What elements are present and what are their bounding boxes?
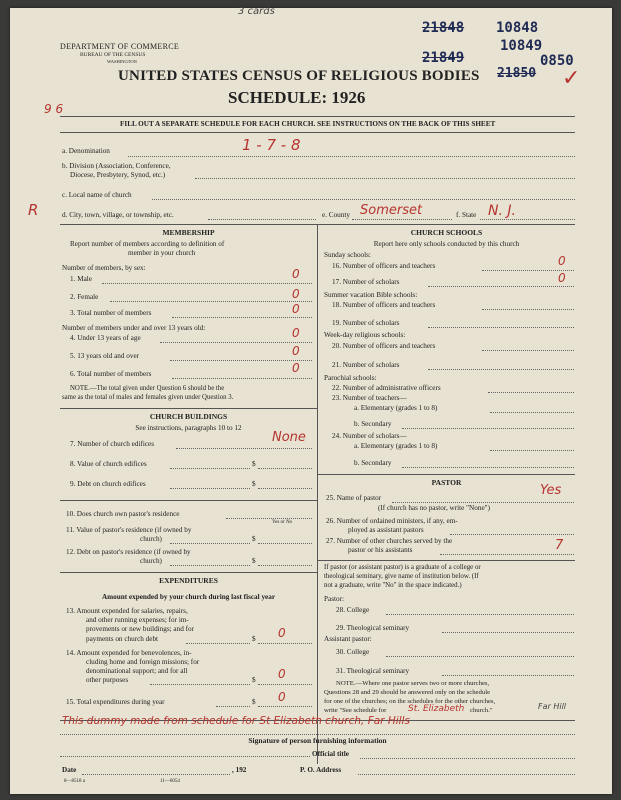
graduate-note-2: theological seminary, give name of institution below. (If: [324, 573, 479, 580]
red-check-mark: ✓: [562, 66, 581, 91]
q24-elementary-line: [490, 450, 574, 451]
county-value: Somerset: [360, 203, 423, 218]
q4-value: 0: [292, 326, 300, 340]
date-year: , 192: [232, 766, 247, 774]
division-label-2: Diocese, Presbytery, Synod, etc.): [70, 171, 166, 179]
column-divider: [317, 224, 318, 764]
q14-label: 14. Amount expended for benevolences, in-: [66, 649, 192, 657]
q5-label: 5. 13 years old and over: [70, 352, 140, 360]
q18-label: 18. Number of officers and teachers: [332, 301, 436, 309]
buildings-heading: CHURCH BUILDINGS: [149, 412, 228, 421]
q24-label: 24. Number of scholars—: [332, 432, 407, 440]
q14-value: 0: [278, 667, 286, 681]
q13-label-3: provements or new buildings; and for: [86, 625, 194, 633]
expenditures-rule: [60, 572, 317, 573]
q14-label-3: denominational support; and for all: [86, 667, 188, 675]
pastor-note-4-end: church.": [470, 707, 493, 714]
q3-label: 3. Total number of members: [70, 309, 152, 317]
q5-value: 0: [292, 344, 300, 358]
q6-line: [172, 378, 312, 379]
q9-rule: [60, 500, 317, 501]
pastor-note-church-value: St. Elizabeth: [408, 704, 465, 714]
q22-label: 22. Number of administrative officers: [332, 384, 441, 392]
q26-label: 26. Number of ordained ministers, if any, em-: [326, 517, 458, 525]
q23-label: 23. Number of teachers—: [332, 394, 407, 402]
q23-elementary-line: [490, 412, 574, 413]
q25-line: [392, 502, 574, 503]
pastor-note-4: write "See schedule for: [324, 707, 387, 714]
header-rule: [60, 116, 575, 117]
buildings-rule: [60, 408, 317, 409]
expenditures-intro: Amount expended by your church during last fiscal year: [101, 593, 276, 601]
q18-line: [482, 309, 574, 310]
q9-dollar: $: [252, 480, 256, 488]
denomination-label: a. Denomination: [62, 147, 110, 155]
q10-label: 10. Does church own pastor's residence: [66, 510, 180, 518]
schedule-title: SCHEDULE: 1926: [228, 88, 366, 107]
q3-value: 0: [292, 302, 300, 316]
sunday-schools-label: Sunday schools:: [324, 251, 371, 259]
pastor-note-hand: Far Hill: [538, 702, 567, 711]
q4-line: [160, 342, 312, 343]
q11-dollar: $: [252, 535, 256, 543]
po-address-line: [358, 774, 575, 775]
q11-label: 11. Value of pastor's residence (if owned by: [66, 526, 192, 534]
stamp-number-1: 10848: [496, 20, 539, 36]
membership-note-1: NOTE.—The total given under Question 6 should be the: [70, 385, 225, 392]
pastor-note-3: for one of the churches; on the schedules for the other churches,: [324, 698, 496, 705]
q26-label-2: ployed as assistant pastors: [348, 526, 424, 534]
stamp-number-struck-3: 21850: [497, 66, 537, 81]
q23-secondary-line: [402, 428, 574, 429]
census-form-page: [10, 8, 612, 794]
q13-label-2: and other running expenses; for im-: [86, 616, 189, 624]
q9-label: 9. Debt on church edifices: [70, 480, 146, 488]
official-title-line: [360, 758, 575, 759]
buildings-intro: See instructions, paragraphs 10 to 12: [135, 424, 242, 432]
signature-line: [60, 734, 575, 735]
local-name-label: c. Local name of church: [62, 191, 132, 199]
q1-line: [102, 283, 312, 284]
q24-secondary-label: b. Secondary: [354, 459, 392, 467]
q11-line: [170, 543, 250, 544]
expenditures-heading: EXPENDITURES: [159, 576, 218, 585]
q23-secondary-label: b. Secondary: [354, 420, 392, 428]
q14-label-2: cluding home and foreign missions; for: [86, 658, 200, 666]
denomination-value: 1 - 7 - 8: [242, 136, 301, 154]
q27-value: 7: [555, 538, 564, 553]
graduate-note-3: not a graduate, write "No" in the space indicated.): [324, 582, 462, 589]
weekday-schools-label: Week-day religious schools:: [324, 331, 406, 339]
date-line: [82, 774, 230, 775]
q13-label: 13. Amount expended for salaries, repairs,: [66, 607, 188, 615]
q4-label: 4. Under 13 years of age: [70, 334, 141, 342]
department-name: DEPARTMENT OF COMMERCE: [60, 42, 180, 51]
q12-line: [170, 565, 250, 566]
yes-no-hint: Yes or No: [272, 520, 293, 525]
q31-line: [442, 675, 574, 676]
form-number: 8—8518 a: [64, 779, 85, 784]
q30-line: [386, 656, 574, 657]
q9-amount-line: [258, 488, 312, 489]
q19-line: [428, 327, 574, 328]
pastor-note-2: Questions 28 and 29 should be answered only on the schedule: [324, 689, 491, 696]
q16-label: 16. Number of officers and teachers: [332, 262, 436, 270]
q25-note: (If church has no pastor, write "None"): [378, 504, 490, 512]
q13-line: [186, 643, 250, 644]
q15-label: 15. Total expenditures during year: [66, 698, 165, 706]
q11-label-2: church): [140, 535, 162, 543]
q12-label: 12. Debt on pastor's residence (if owned by: [66, 548, 191, 556]
denomination-line: [128, 156, 575, 157]
state-label: f. State: [456, 211, 477, 219]
city-label: d. City, town, village, or township, etc.: [62, 211, 174, 219]
local-name-line: [152, 199, 575, 200]
q29-label: 29. Theological seminary: [336, 624, 410, 632]
pastor-note-1: NOTE.—Where one pastor serves two or more churches,: [336, 680, 490, 687]
members-by-sex-label: Number of members, by sex:: [62, 264, 146, 272]
form-number-2: 11—6054: [160, 779, 180, 784]
q31-label: 31. Theological seminary: [336, 667, 410, 675]
official-line-left: [60, 756, 310, 757]
q27-line: [440, 554, 574, 555]
q25-value: Yes: [540, 483, 562, 498]
q30-label: 30. College: [336, 648, 370, 656]
county-line: [352, 219, 452, 220]
bureau-name: BUREAU OF THE CENSUS: [80, 52, 146, 58]
date-label: Date: [62, 766, 77, 774]
q25-label: 25. Name of pastor: [326, 494, 382, 502]
q12-amount-line: [258, 565, 312, 566]
q13-label-4: payments on church debt: [86, 635, 159, 643]
pastor-rule: [318, 474, 575, 475]
signature-label: Signature of person furnishing information: [248, 736, 387, 745]
stamp-number-struck-1: 21848: [422, 20, 465, 36]
q19-label: 19. Number of scholars: [332, 319, 400, 327]
state-value: N. J.: [488, 203, 516, 219]
division-label: b. Division (Association, Conference,: [62, 162, 171, 170]
instruction-banner: FILL OUT A SEPARATE SCHEDULE FOR EACH CHURCH. SEE INSTRUCTIONS ON THE BACK OF THIS SHEET: [120, 120, 496, 128]
cards-note: 3 cards: [238, 6, 275, 17]
q17-line: [428, 286, 574, 287]
q13-amount-line: [258, 643, 312, 644]
handwritten-dummy-note: This dummy made from schedule for St Elizabeth church, Far Hills: [62, 715, 410, 727]
q14-dollar: $: [252, 676, 256, 684]
membership-heading: MEMBERSHIP: [162, 228, 215, 237]
q29-line: [442, 632, 574, 633]
parochial-schools-label: Parochial schools:: [324, 374, 377, 382]
assistant-pastor-label: Assistant pastor:: [324, 635, 372, 643]
q7-line: [176, 448, 312, 449]
membership-note-2: same as the total of males and females given under Question 3.: [62, 394, 234, 401]
state-line: [480, 219, 575, 220]
q27-label-2: pastor or his assistants: [348, 546, 413, 554]
q8-label: 8. Value of church edifices: [70, 460, 147, 468]
q17-value: 0: [558, 271, 566, 285]
q27-label: 27. Number of other churches served by the: [326, 537, 453, 545]
age-heading: Number of members under and over 13 years old:: [62, 324, 206, 332]
q2-label: 2. Female: [70, 293, 99, 301]
q24-secondary-line: [402, 467, 574, 468]
q13-dollar: $: [252, 635, 256, 643]
city-name: WASHINGTON: [107, 59, 137, 64]
membership-intro-1: Report number of members according to definition of: [70, 240, 225, 248]
q6-label: 6. Total number of members: [70, 370, 152, 378]
county-label: e. County: [322, 211, 350, 219]
q12-dollar: $: [252, 557, 256, 565]
q26-line: [450, 534, 574, 535]
q2-line: [110, 301, 312, 302]
stamp-number-struck-2: 21849: [422, 50, 465, 66]
q11-amount-line: [258, 543, 312, 544]
q8-amount-line: [258, 468, 312, 469]
pastor-label: Pastor:: [324, 595, 344, 603]
q1-value: 0: [292, 267, 300, 281]
instruction-rule: [60, 132, 575, 133]
schools-intro: Report here only schools conducted by this church: [373, 240, 520, 248]
q10-line: [226, 518, 312, 519]
stamp-number-2: 10849: [500, 38, 543, 54]
schools-heading: CHURCH SCHOOLS: [410, 228, 483, 237]
q3-line: [172, 317, 312, 318]
q20-label: 20. Number of officers and teachers: [332, 342, 436, 350]
form-title: UNITED STATES CENSUS OF RELIGIOUS BODIES: [118, 68, 480, 84]
q15-line: [216, 706, 250, 707]
q15-amount-line: [258, 706, 312, 707]
q6-value: 0: [292, 361, 300, 375]
q21-line: [428, 369, 574, 370]
q23-elementary-label: a. Elementary (grades 1 to 8): [354, 404, 438, 412]
city-line: [208, 219, 316, 220]
q15-value: 0: [278, 690, 286, 704]
q5-line: [170, 360, 312, 361]
q14-line: [150, 684, 250, 685]
q14-amount-line: [258, 684, 312, 685]
q14-label-4: other purposes: [86, 676, 129, 684]
q21-label: 21. Number of scholars: [332, 361, 400, 369]
q15-dollar: $: [252, 698, 256, 706]
summer-schools-label: Summer vacation Bible schools:: [324, 291, 418, 299]
membership-intro-2: member in your church: [128, 249, 196, 257]
division-line: [195, 178, 575, 179]
q8-dollar: $: [252, 460, 256, 468]
stamp-number-3: 0850: [540, 53, 574, 69]
q1-label: 1. Male: [70, 275, 92, 283]
q12-label-2: church): [140, 557, 162, 565]
q28-line: [386, 614, 574, 615]
q9-line: [170, 488, 250, 489]
hand-number-96: 9 6: [44, 102, 64, 116]
q22-line: [488, 392, 574, 393]
q8-line: [170, 468, 250, 469]
q16-value: 0: [558, 254, 566, 268]
q28-label: 28. College: [336, 606, 370, 614]
pastor-heading: PASTOR: [431, 478, 462, 487]
q2-value: 0: [292, 287, 300, 301]
q13-value: 0: [278, 626, 286, 640]
q7-value: None: [272, 430, 306, 445]
q7-label: 7. Number of church edifices: [70, 440, 155, 448]
po-address-label: P. O. Address: [300, 766, 342, 774]
graduate-note-1: If pastor (or assistant pastor) is a graduate of a college or: [324, 564, 481, 571]
graduate-rule: [318, 560, 575, 561]
q17-label: 17. Number of scholars: [332, 278, 400, 286]
q20-line: [482, 350, 574, 351]
official-title-label: Official title: [312, 750, 349, 758]
hand-letter-r: R: [28, 201, 39, 219]
q24-elementary-label: a. Elementary (grades 1 to 8): [354, 442, 438, 450]
